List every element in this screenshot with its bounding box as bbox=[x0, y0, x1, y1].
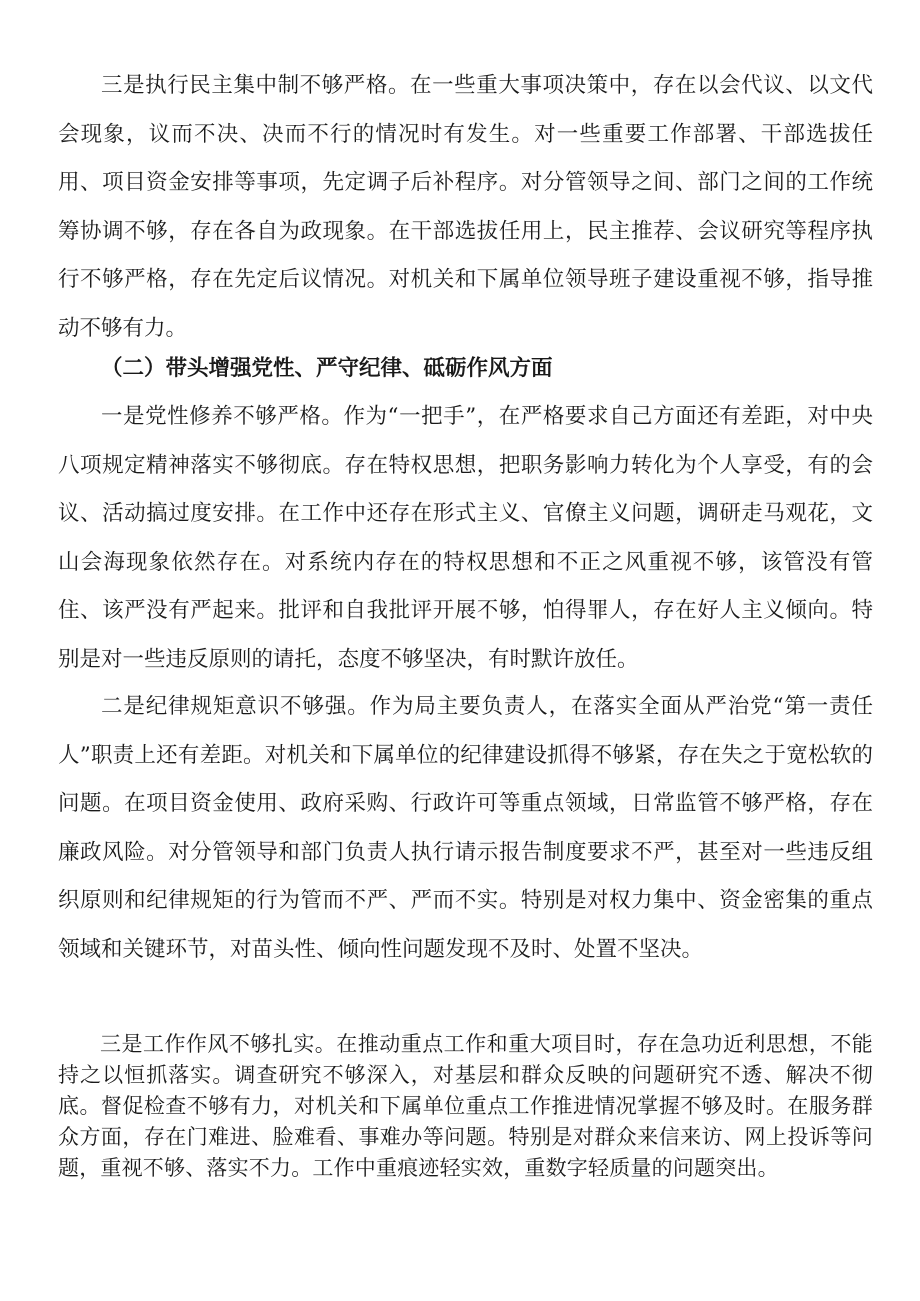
paragraph-work-style: 三是工作作风不够扎实。在推动重点工作和重大项目时，存在急功近利思想，不能持之以恒抓落实。调查研究不够深入，对基层和群众反映的问题研究不透、解决不彻底。督促检查不够有力，对机关和下属单位重点工作推进情况掌握不够及时。在服务群众方面，存在门难进、脸难看、事难办等问题。特别是对群众来信来访、网上投诉等问题，重视不够、落实不力。工作中重痕迹轻实效，重数字轻质量的问题突出。 bbox=[58, 1032, 873, 1180]
paragraph-party-spirit: 一是党性修养不够严格。作为“一把手”，在严格要求自己方面还有差距，对中央八项规定精神落实不够彻底。存在特权思想，把职务影响力转化为个人享受，有的会议、活动搞过度安排。在工作中还存在形式主义、官僚主义问题，调研走马观花，文山会海现象依然存在。对系统内存在的特权思想和不正之风重视不够，该管没有管住、该严没有严起来。批评和自我批评开展不够，怕得罪人，存在好人主义倾向。特别是对一些违反原则的请托，态度不够坚决，有时默许放任。 bbox=[58, 404, 873, 672]
paragraph-democratic-centralism: 三是执行民主集中制不够严格。在一些重大事项决策中，存在以会代议、以文代会现象，议而不决、决而不行的情况时有发生。对一些重要工作部署、干部选拔任用、项目资金安排等事项，先定调子后补程序。对分管领导之间、部门之间的工作统筹协调不够，存在各自为政现象。在干部选拔任用上，民主推荐、会议研究等程序执行不够严格，存在先定后议情况。对机关和下属单位领导班子建设重视不够，指导推动不够有力。 bbox=[58, 73, 873, 341]
section-heading: （二）带头增强党性、严守纪律、砥砺作风方面 bbox=[101, 356, 553, 381]
paragraph-discipline: 二是纪律规矩意识不够强。作为局主要负责人，在落实全面从严治党“第一责任人”职责上还有差距。对机关和下属单位的纪律建设抓得不够紧，存在失之于宽松软的问题。在项目资金使用、政府采购、行政许可等重点领域，日常监管不够严格，存在廉政风险。对分管领导和部门负责人执行请示报告制度要求不严，甚至对一些违反组织原则和纪律规矩的行为管而不严、严而不实。特别是对权力集中、资金密集的重点领域和关键环节，对苗头性、倾向性问题发现不及时、处置不坚决。 bbox=[58, 694, 873, 962]
